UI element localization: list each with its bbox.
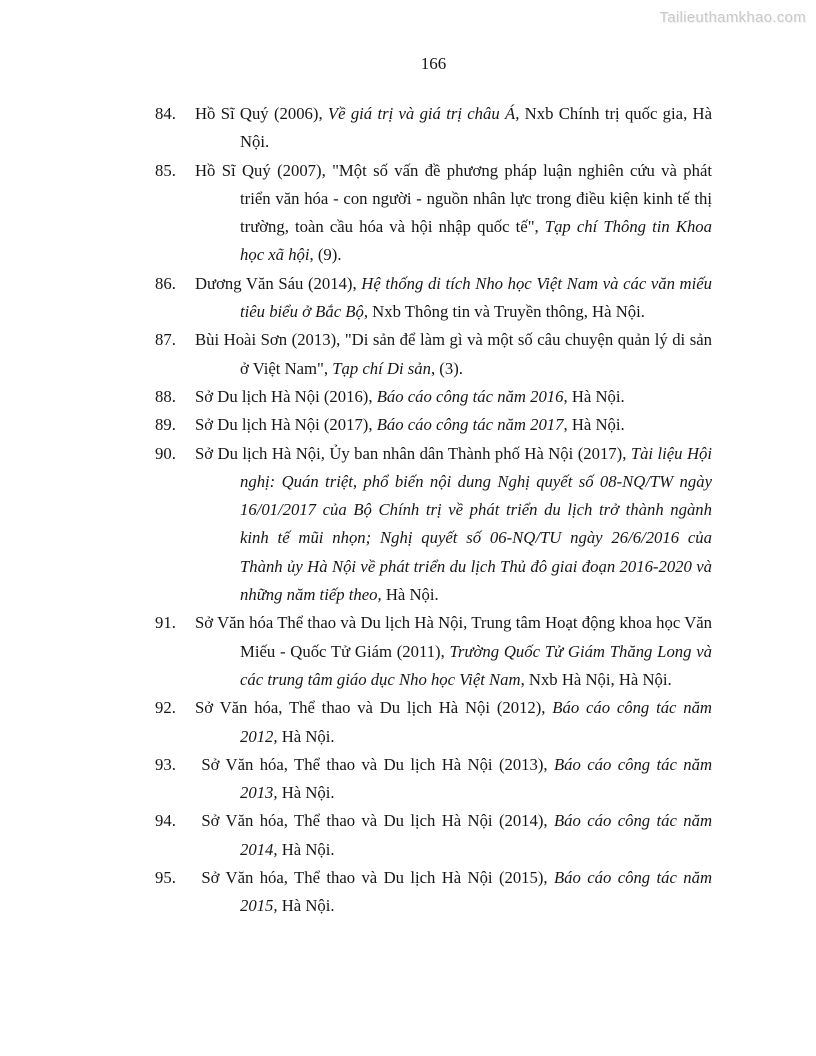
reference-text-segment: Báo cáo công tác năm 2015, [240, 868, 712, 916]
reference-entry [155, 383, 712, 411]
reference-text-segment: Sở Du lịch Hà Nội (2017), [195, 415, 377, 435]
reference-number: 95. [155, 868, 176, 888]
reference-text-segment: Trường Quốc Tử Giám Thăng Long và các trung tâm giáo dục Nho học Việt Nam [240, 641, 712, 689]
reference-text-segment: Sở Văn hóa, Thể thao và Du lịch Hà Nội (2012), [195, 698, 553, 718]
reference-text-segment: , Hà Nội. [563, 415, 625, 435]
reference-entry [155, 609, 712, 694]
reference-text-segment: Sở Du lịch Hà Nội, Ủy ban nhân dân Thành phố Hà Nội (2017), [195, 443, 631, 463]
reference-text-segment: Báo cáo công tác năm 2017 [376, 415, 564, 435]
reference-text-segment: Tài liệu Hội nghị: Quán triệt, phổ biến nội dung Nghị quyết số 08-NQ/TW ngày 16/01/2017 của Bộ Chính trị về phát triển du lịch trở thành ngành kinh tế mũi nhọn; Nghị quyết số 06-NQ/TU ngày 26/6/2016 của Thành ủy Hà Nội về phát triển du lịch Thủ đô giai đoạn 2016-2020 và những năm tiếp theo, [240, 443, 712, 605]
reference-number: 87. [155, 330, 176, 350]
reference-number: 88. [155, 386, 176, 406]
reference-text-segment: Sở Văn hóa, Thể thao và Du lịch Hà Nội (2013), [195, 754, 554, 774]
reference-text-segment: Bùi Hoài Sơn (2013), "Di sản để làm gì và một số câu chuyện quản lý di sản ở Việt Nam", [195, 330, 712, 378]
reference-text-segment: Sở Văn hóa Thể thao và Du lịch Hà Nội, Trung tâm Hoạt động khoa học Văn Miếu - Quốc Tử Giám (2011), [195, 613, 712, 661]
reference-number: 94. [155, 811, 176, 831]
reference-text-segment: Hà Nội. [277, 726, 335, 746]
reference-entry [155, 751, 712, 808]
reference-text-segment: Sở Du lịch Hà Nội (2016), [195, 386, 377, 406]
reference-text-segment: Sở Văn hóa, Thể thao và Du lịch Hà Nội (2015), [195, 868, 554, 888]
reference-entry [155, 270, 712, 327]
reference-text-segment: Báo cáo công tác năm 2013, [240, 754, 712, 803]
watermark-text: Tailieuthamkhao.com [659, 9, 806, 26]
reference-entry [155, 411, 712, 439]
reference-number: 91. [155, 613, 176, 633]
reference-entry [155, 100, 712, 157]
reference-text-segment: Về giá trị và giá trị châu Á, [327, 104, 520, 123]
reference-text-segment: Dương Văn Sáu (2014), [195, 273, 362, 293]
reference-text-segment: Báo cáo công tác năm 2014, [240, 811, 712, 859]
reference-text-segment: Báo cáo công tác năm 2016 [376, 386, 564, 406]
reference-text-segment: Hà Nội. [277, 783, 335, 803]
reference-entry [155, 807, 712, 864]
reference-number: 90. [155, 443, 176, 463]
reference-text-segment: Hệ thống di tích Nho học Việt Nam và các văn miếu tiêu biểu ở Bắc Bộ [240, 273, 712, 322]
reference-number: 92. [155, 698, 176, 718]
reference-list [155, 100, 712, 921]
reference-number: 93. [155, 754, 176, 774]
page-number: 166 [420, 54, 447, 73]
reference-text-segment: Hà Nội. [277, 839, 335, 859]
reference-text-segment: Tạp chí Di sản [332, 358, 431, 378]
reference-text-segment: , (9). [309, 245, 342, 265]
reference-text-segment: Báo cáo công tác năm 2012, [240, 698, 712, 746]
reference-text-segment: , (3). [430, 358, 463, 378]
reference-entry [155, 694, 712, 751]
reference-text-segment: Hà Nội. [381, 585, 439, 605]
reference-entry [155, 440, 712, 610]
reference-text-segment: , Nxb Thông tin và Truyền thông, Hà Nội. [363, 302, 645, 322]
reference-entry [155, 864, 712, 921]
reference-text-segment: Hồ Sĩ Quý (2006), [195, 104, 328, 123]
reference-text-segment: , Nxb Hà Nội, Hà Nội. [520, 669, 672, 689]
reference-text-segment: Hà Nội. [277, 896, 335, 916]
reference-text-segment: Hồ Sĩ Quý (2007), "Một số vấn đề phương pháp luận nghiên cứu và phát triển văn hóa - con người - nguồn nhân lực trong điều kiện kinh tế thị trường, toàn cầu hóa và hội nhập quốc tế", [195, 160, 712, 237]
reference-number: 89. [155, 415, 176, 435]
reference-number: 84. [155, 104, 176, 123]
reference-text-segment: Sở Văn hóa, Thể thao và Du lịch Hà Nội (2014), [195, 811, 554, 831]
reference-text-segment: , Hà Nội. [563, 386, 625, 406]
reference-text-segment: Tạp chí Thông tin Khoa học xã hội [240, 217, 712, 265]
reference-entry [155, 326, 712, 383]
reference-number: 85. [155, 160, 176, 180]
reference-number: 86. [155, 273, 176, 293]
reference-entry [155, 157, 712, 270]
reference-text-segment: Nxb Chính trị quốc gia, Hà Nội. [240, 104, 712, 152]
